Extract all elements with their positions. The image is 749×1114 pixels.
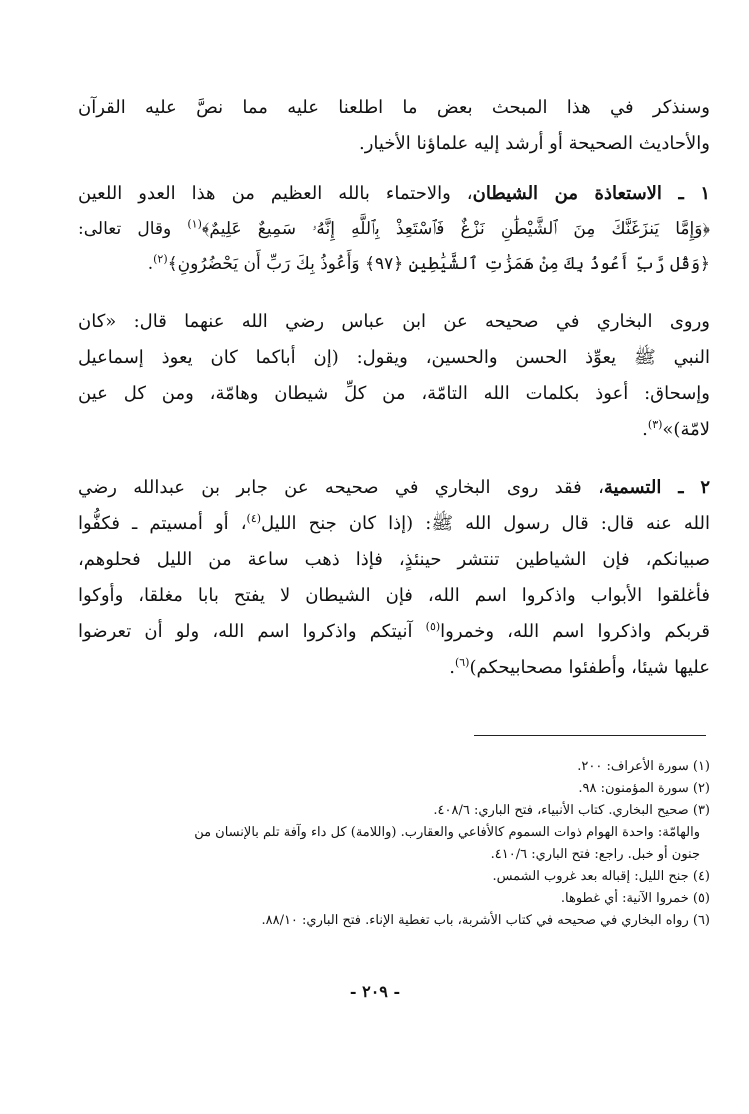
hadith-text-2: النبي ﷺ يعوِّذ الحسن والحسين، ويقول: (إن أباكما كان يعوذ إسماعيل	[78, 347, 710, 368]
verse2: ﴿وَقُل رَّبِّ أَعُوذُ بِكَ مِنْ هَمَزَٰتِ ٱلشَّيَٰطِينِ ﴿٩٧﴾ وَأَعُوذُ بِكَ رَبِّ أَن يَحْضُرُونِ﴾	[167, 254, 710, 274]
footnote-6: (٦) رواه البخاري في صحيحه في كتاب الأشربة، باب تغطية الإناء. فتح الباري: ٨٨/١٠.	[261, 913, 710, 928]
section2-text-2b: ، أو أمسيتم ـ فكفُّوا	[78, 513, 247, 534]
hadith-line-4	[78, 412, 710, 448]
footnote-ref-3: (٣)	[647, 418, 663, 431]
verse2-end: .	[147, 254, 154, 274]
hadith-text-4: لامّة)»	[662, 419, 710, 440]
hadith-line-1	[78, 304, 710, 340]
section2-text-2a: الله عنه قال: قال رسول الله ﷺ: (إذا كان جنح الليل	[261, 513, 710, 534]
verse1: ﴿وَإِمَّا يَنزَغَنَّكَ مِنَ ٱلشَّيْطَٰنِ نَزْغٌ فَٱسْتَعِذْ بِٱللَّهِ إِنَّهُۥ سَمِيعٌ عَلِيمٌ﴾	[201, 219, 710, 239]
footnote-ref-5: (٥)	[425, 620, 441, 633]
footnote-3: (٣) صحيح البخاري. كتاب الأنبياء، فتح الباري: ٤٠٨/٦.	[433, 803, 710, 818]
section1-heading-rest: ، والاحتماء بالله العظيم من هذا العدو اللعين	[78, 183, 473, 204]
section2-line-4	[78, 578, 710, 614]
section2-text-1: ، فقد روى البخاري في صحيحه عن جابر بن عبدالله رضي	[78, 477, 604, 498]
section2-line-2	[78, 506, 710, 542]
section2-text-5b: آنيتكم واذكروا اسم الله، ولو أن تعرضوا	[78, 621, 413, 642]
verse1-after: وقال تعالى:	[78, 219, 172, 239]
footnote-divider	[474, 735, 706, 736]
section2-line-6	[78, 650, 710, 686]
hadith-text-3: وإسحاق: أعوذ بكلمات الله التامّة، من كلِّ شيطان وهامّة، ومن كل عين	[78, 383, 710, 404]
intro-line-2	[78, 126, 710, 162]
footnote-ref-2: (٢)	[153, 252, 168, 266]
footnote-5: (٥) خمروا الآنية: أي غطوها.	[560, 891, 710, 906]
hadith-text-1: وروى البخاري في صحيحه عن ابن عباس رضي الله عنهما قال: «كان	[78, 311, 710, 332]
section1-heading: ١ ـ الاستعاذة من الشيطان	[472, 183, 710, 204]
hadith-end: .	[642, 419, 648, 440]
footnote-3-note-cont: جنون أو خبل. راجع: فتح الباري: ٤١٠/٦.	[490, 847, 700, 862]
footnote-ref-4: (٤)	[246, 512, 262, 525]
section2-heading: ٢ ـ التسمية	[603, 477, 710, 498]
section2-line-1	[78, 470, 710, 506]
footnote-ref-6: (٦)	[454, 656, 470, 669]
section1-heading-line	[78, 176, 710, 212]
section2-line-3	[78, 542, 710, 578]
footnote-3-note: والهامّة: واحدة الهوام ذوات السموم كالأفاعي والعقارب. (واللامة) كل داء وآفة تلم بالإنسان من	[194, 825, 700, 840]
verse1-line	[78, 211, 710, 247]
verse2-line	[78, 246, 710, 282]
section2-text-4: فأغلقوا الأبواب واذكروا اسم الله، فإن الشيطان لا يفتح بابا مغلقا، وأوكوا	[78, 585, 710, 606]
footnote-1: (١) سورة الأعراف: ٢٠٠.	[577, 759, 710, 774]
intro-text-1: وسنذكر في هذا المبحث بعض ما اطلعنا عليه مما نصَّ عليه القرآن	[78, 97, 710, 118]
section2-text-3: صبيانكم، فإن الشياطين تنتشر حينئذٍ، فإذا ذهب ساعة من الليل فحلوهم،	[78, 549, 710, 570]
section2-line-5	[78, 614, 710, 650]
hadith-line-3	[78, 376, 710, 412]
footnote-4: (٤) جنح الليل: إقباله بعد غروب الشمس.	[492, 869, 710, 884]
intro-text-2: والأحاديث الصحيحة أو أرشد إليه علماؤنا الأخيار.	[359, 133, 710, 154]
section2-text-5a: قربكم واذكروا اسم الله، وخمروا	[440, 621, 710, 642]
section2-end: .	[449, 657, 455, 678]
footnote-2: (٢) سورة المؤمنون: ٩٨.	[578, 781, 710, 796]
section2-text-6: عليها شيئا، وأطفئوا مصحابيحكم)	[469, 657, 710, 678]
page-number: - ٢٠٩ -	[349, 982, 401, 1001]
footnote-ref-1: (١)	[187, 217, 202, 231]
intro-line-1	[78, 90, 710, 126]
hadith-line-2	[78, 340, 710, 376]
